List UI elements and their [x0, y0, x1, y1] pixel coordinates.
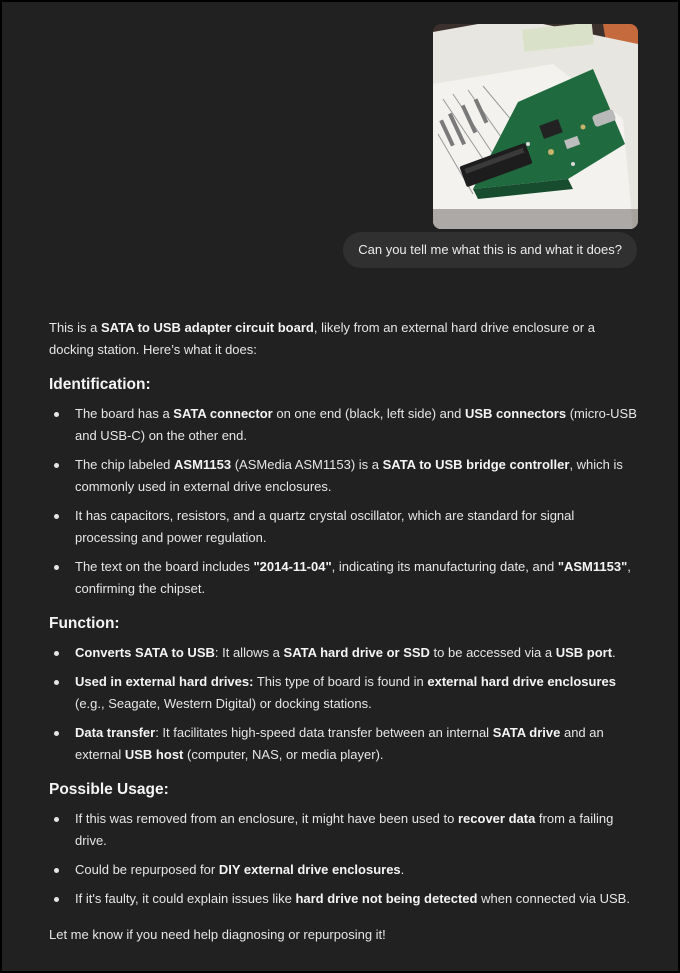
list-item: If this was removed from an enclosure, it might have been used to recover data from a failing drive.: [49, 808, 639, 852]
function-heading: Function:: [49, 615, 120, 632]
user-message-text: Can you tell me what this is and what it does?: [358, 242, 622, 257]
list-item: It has capacitors, resistors, and a quartz crystal oscillator, which are standard for signal processing and power regulation.: [49, 505, 639, 549]
intro-text: This is a: [49, 320, 102, 335]
list-item: Data transfer: It facilitates high-speed data transfer between an internal SATA drive and an external USB host (computer, NAS, or media player).: [49, 722, 639, 766]
intro-text-end: , likely from an external hard drive enclosure or a docking station. Here’s what it does:: [49, 320, 595, 357]
list-item: The board has a SATA connector on one end (black, left side) and USB connectors (micro-USB and USB-C) on the other end.: [49, 403, 639, 447]
list-item: Used in external hard drives: This type of board is found in external hard drive enclosures (e.g., Seagate, Western Digital) or docking stations.: [49, 671, 639, 715]
list-item: If it's faulty, it could explain issues like hard drive not being detected when connected via USB.: [49, 888, 639, 910]
list-item: Could be repurposed for DIY external drive enclosures.: [49, 859, 639, 881]
intro-paragraph: [49, 317, 639, 361]
user-message-bubble: [343, 232, 637, 268]
identification-heading: Identification:: [49, 376, 151, 393]
intro-bold: SATA to USB adapter circuit board: [101, 320, 314, 335]
list-item: Converts SATA to USB: It allows a SATA hard drive or SSD to be accessed via a USB port.: [49, 642, 639, 664]
circuit-board-photo: [433, 24, 638, 229]
list-item: The chip labeled ASM1153 (ASMedia ASM1153) is a SATA to USB bridge controller, which is commonly used in external drive enclosures.: [49, 454, 639, 498]
usage-list: [49, 808, 639, 910]
closing-paragraph: Let me know if you need help diagnosing or repurposing it!: [49, 927, 386, 942]
function-list: [49, 642, 639, 766]
identification-list: [49, 403, 639, 600]
list-item: The text on the board includes "2014-11-04", indicating its manufacturing date, and "ASM1153", confirming the chipset.: [49, 556, 639, 600]
assistant-response: [49, 317, 639, 957]
uploaded-photo[interactable]: [433, 24, 638, 229]
usage-heading: Possible Usage:: [49, 781, 169, 798]
